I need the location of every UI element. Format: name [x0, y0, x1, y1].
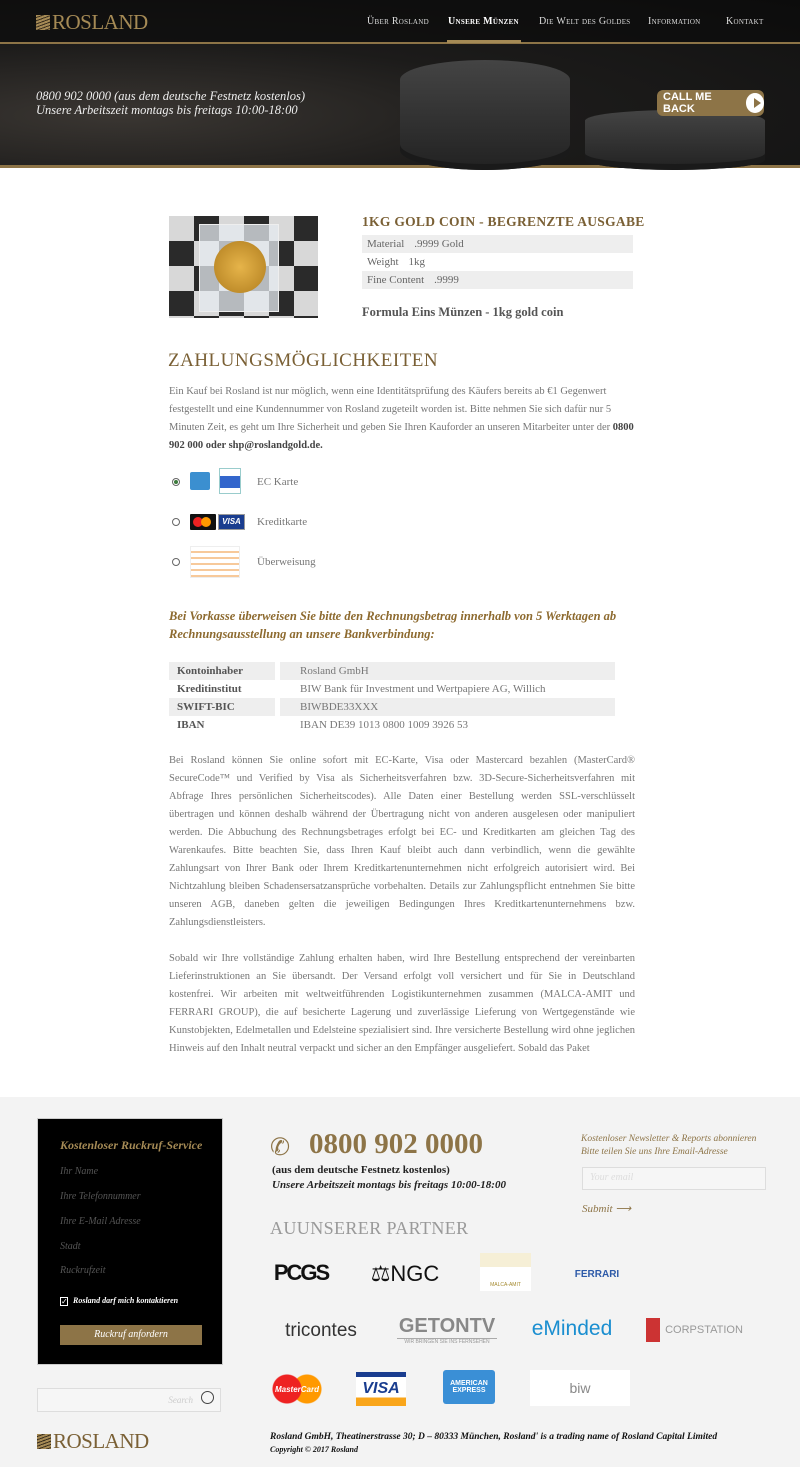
nav-uber-rosland[interactable]: Über Rosland	[367, 16, 429, 27]
partners-heading: AUUNSERER PARTNER	[270, 1218, 469, 1238]
ec-logo-icon	[190, 472, 210, 490]
radio-kreditkarte[interactable]	[172, 518, 180, 526]
play-icon	[746, 93, 764, 113]
phone-note: (aus dem deutsche Festnetz kostenlos)	[272, 1164, 450, 1176]
newsletter-line2: Bitte teilen Sie uns Ihre Email-Adresse	[581, 1147, 728, 1157]
intro-text: Ein Kauf bei Rosland ist nur möglich, wenn eine Identitätsprüfung des Käufers bereits ab €1 Gegenwert festgestellt und eine Kundennummer von Rosland zugeteilt worden ist. Bitte nehmen Sie sich dafür nur 5 Minuten Zeit, es geht um Ihre Sicherheit und geben Sie Ihren Kauforder an unseren Mitarbeiter unter der	[169, 386, 612, 433]
bank-label: SWIFT-BIC	[169, 698, 275, 716]
logo-text: ROSLAND	[53, 1429, 149, 1453]
newsletter-email-input[interactable]: Your email	[582, 1167, 766, 1190]
bank-row	[169, 680, 615, 698]
payment-paragraph-1: Bei Rosland können Sie online sofort mit EC-Karte, Visa oder Mastercard bezahlen (MasterCard® SecureCode™ und Verified by Visa als Sicherheitsverfahren bzw. 3D-Secure-Sicherheitsverfahren mit Abfrage Ihres persönlichen Sicherheitscodes). Alle Daten einer Bestellung werden SSL-verschlüsselt übertragen und können deshalb während der Übertragung nicht von anderen ausgelesen oder manipuliert werden. Die Abbuchung des Rechnungsbetrages erfolgt bei EC- und Kreditkarten am gleichen Tag des Warenkaufes. Bitte beachten Sie, dass Ihren Kauf bleibt auch dann verbindlich, wenn die gewählte Zahlungsart von Ihrer Bank oder Ihrem Kreditkartenunternehmen nicht erfolgreich autorisiert wird. Bei Nichtzahlung bleiben Schadensersatzansprüche vorbehalten. Details zur Zahlungspflicht entnehmen Sie bitte unseren AGB, daneben gelten die jeweiligen Bedingungen Ihres Kreditkartenunternehmens bzw. Zahlungsdienstleisters.	[169, 755, 635, 928]
amex-logo: AMERICAN EXPRESS	[443, 1370, 495, 1404]
logo-mark-icon	[37, 1434, 51, 1449]
nav-information[interactable]: Information	[648, 16, 701, 27]
bank-label: Kontoinhaber	[169, 662, 275, 680]
bank-label: Kreditinstitut	[177, 683, 242, 695]
hero-hours: Unsere Arbeitszeit montags bis freitags 10:00-18:00	[36, 103, 298, 117]
search-input[interactable]	[37, 1388, 221, 1412]
spec-value: .9999	[434, 274, 459, 286]
spec-row	[362, 271, 633, 289]
visa-logo: VISA	[356, 1372, 406, 1406]
vorkasse-note: Bei Vorkasse überweisen Sie bitte den Rechnungsbetrag innerhalb von 5 Werktagen ab Rechnungsausstellung an unsere Bankverbindung:	[169, 609, 617, 641]
partner-ferrari-logo: FERRARI	[574, 1268, 620, 1280]
footer-address: Rosland GmbH, Theatinerstrasse 30; D – 80333 München, Rosland' is a trading name of Rosland Capital Limited	[270, 1432, 718, 1442]
bank-value: BIWBDE33XXX	[280, 698, 615, 716]
callback-title: Kostenloser Ruckruf-Service	[60, 1138, 203, 1152]
partner-pcgs-logo: PCGS	[273, 1260, 329, 1285]
callback-form	[37, 1118, 223, 1365]
bank-row	[169, 716, 615, 734]
partner-eminded-logo: eMinded	[531, 1317, 613, 1340]
active-nav-indicator	[447, 40, 521, 43]
phone-field[interactable]: Ihre Telefonnummer	[60, 1191, 141, 1202]
spec-label: Fine Content	[367, 274, 425, 286]
spec-value: .9999 Gold	[414, 238, 464, 250]
hero-phone: 0800 902 0000 (aus dem deutsche Festnetz kostenlos)	[36, 89, 306, 103]
partner-ngc-logo: ⚖ NGC	[370, 1261, 440, 1286]
product-image	[169, 216, 318, 318]
newsletter-line1: Kostenloser Newsletter & Reports abonnieren	[581, 1134, 757, 1144]
product-subtitle: Formula Eins Münzen - 1kg gold coin	[362, 305, 564, 319]
phone-icon: ✆	[270, 1135, 291, 1161]
payment-heading: ZAHLUNGSMÖGLICHKEITEN	[168, 350, 439, 371]
partner-corpstation-logo: CORPSTATION	[646, 1318, 748, 1342]
payment-paragraph-2: Sobald wir Ihre vollständige Zahlung erhalten haben, wird Ihre Bestellung entsprechend der vereinbarten Lieferinstruktionen an Sie übersandt. Der Versand erfolgt voll versichert und für Sie in Deutschland kostenfrei. Wir arbeiten mit weltweitführenden Logistikunternehmen zusammen (MALCA-AMIT und FERRARI GROUP), die auf besicherte Lagerung und zuverlässige Lieferung von Wertgegenstände wie Kunstobjekten, Edelmetallen und Edelsteine spezialisiert sind. Ihre versicherte Bestellung wird ohne jeglichen Hinweis auf den Inhalt neutral verpackt und sicher an den Empfänger ausgeliefert. Sobald das Paket	[169, 953, 635, 1054]
bank-value: BIW Bank für Investment und Wertpapiere AG, Willich	[300, 683, 546, 695]
bank-row	[169, 698, 615, 716]
mastercard-logo: MasterCard	[272, 1374, 322, 1404]
partner-malca-amit-logo: MALCA-AMIT	[480, 1253, 531, 1291]
nav-welt-des-goldes[interactable]: Die Welt des Goldes	[539, 16, 631, 27]
arrow-right-icon: ⟶	[615, 1203, 632, 1215]
payment-intro	[169, 383, 635, 455]
transfer-form-icon	[190, 546, 240, 578]
bank-row	[169, 662, 615, 680]
partner-tricontes-logo: tricontes	[285, 1320, 357, 1341]
coin-stack-image	[585, 110, 765, 170]
name-field[interactable]: Ihr Name	[60, 1166, 99, 1177]
footer-copyright: Copyright © 2017 Rosland	[270, 1445, 358, 1454]
submit-label: Submit	[582, 1203, 613, 1215]
visa-small-icon: VISA	[218, 514, 245, 530]
email-field[interactable]: Ihre E-Mail Adresse	[60, 1216, 141, 1227]
spec-label: Material	[367, 238, 405, 250]
search-placeholder: Search	[168, 1395, 193, 1405]
city-field[interactable]: Stadt	[60, 1241, 81, 1252]
option-label: Kreditkarte	[257, 516, 308, 528]
getontv-text: GETONTV	[398, 1315, 496, 1337]
spec-row	[362, 253, 633, 271]
newsletter-text	[581, 1133, 756, 1159]
logo-mark-icon	[36, 15, 50, 30]
ngc-text: NGC	[390, 1261, 440, 1286]
bank-value: IBAN DE39 1013 0800 1009 3926 53	[300, 719, 469, 731]
spec-row	[362, 235, 633, 253]
girocard-icon	[219, 468, 241, 494]
footer-logo[interactable]	[37, 1429, 149, 1454]
header-logo[interactable]	[36, 10, 148, 35]
spec-label: Weight	[367, 256, 399, 268]
radio-ec-karte[interactable]	[172, 478, 180, 486]
biw-bank-logo: biw	[530, 1370, 630, 1406]
footer-phone: 0800 902 0000	[309, 1128, 483, 1160]
logo-text: ROSLAND	[52, 10, 148, 34]
consent-label: Rosland darf mich kontaktieren	[73, 1296, 179, 1305]
nav-unsere-munzen[interactable]: Unsere Münzen	[448, 16, 519, 27]
radio-uberweisung[interactable]	[172, 558, 180, 566]
mastercard-small-icon	[190, 514, 216, 530]
spec-value: 1kg	[408, 256, 425, 268]
option-label: EC Karte	[257, 476, 299, 488]
footer-hours: Unsere Arbeitszeit montags bis freitags 10:00-18:00	[272, 1179, 506, 1191]
call-me-back-label: CALL ME BACK	[663, 91, 712, 115]
product-title: 1KG GOLD COIN - BEGRENZTE AUSGABE	[362, 214, 645, 229]
coin-stack-image	[400, 60, 570, 170]
bank-value: Rosland GmbH	[280, 662, 615, 680]
search-icon[interactable]	[201, 1391, 214, 1404]
newsletter-submit[interactable]	[582, 1202, 631, 1215]
getontv-tagline: WIR BRINGEN SIE INS FERNSEHEN	[397, 1338, 497, 1345]
callback-submit-button[interactable]: Ruckruf anfordern	[60, 1325, 202, 1345]
nav-kontakt[interactable]: Kontakt	[726, 16, 764, 27]
call-me-back-button[interactable]	[657, 90, 764, 116]
contact-bold: 0800 902 000 oder shp@roslandgold.de.	[169, 422, 634, 451]
bank-label: IBAN	[177, 719, 205, 731]
option-label: Überweisung	[257, 556, 316, 568]
partner-getontv-logo	[397, 1315, 497, 1349]
callback-time-field[interactable]: Ruckrufzeit	[60, 1265, 106, 1276]
consent-checkbox[interactable]: ✓	[61, 1297, 68, 1306]
